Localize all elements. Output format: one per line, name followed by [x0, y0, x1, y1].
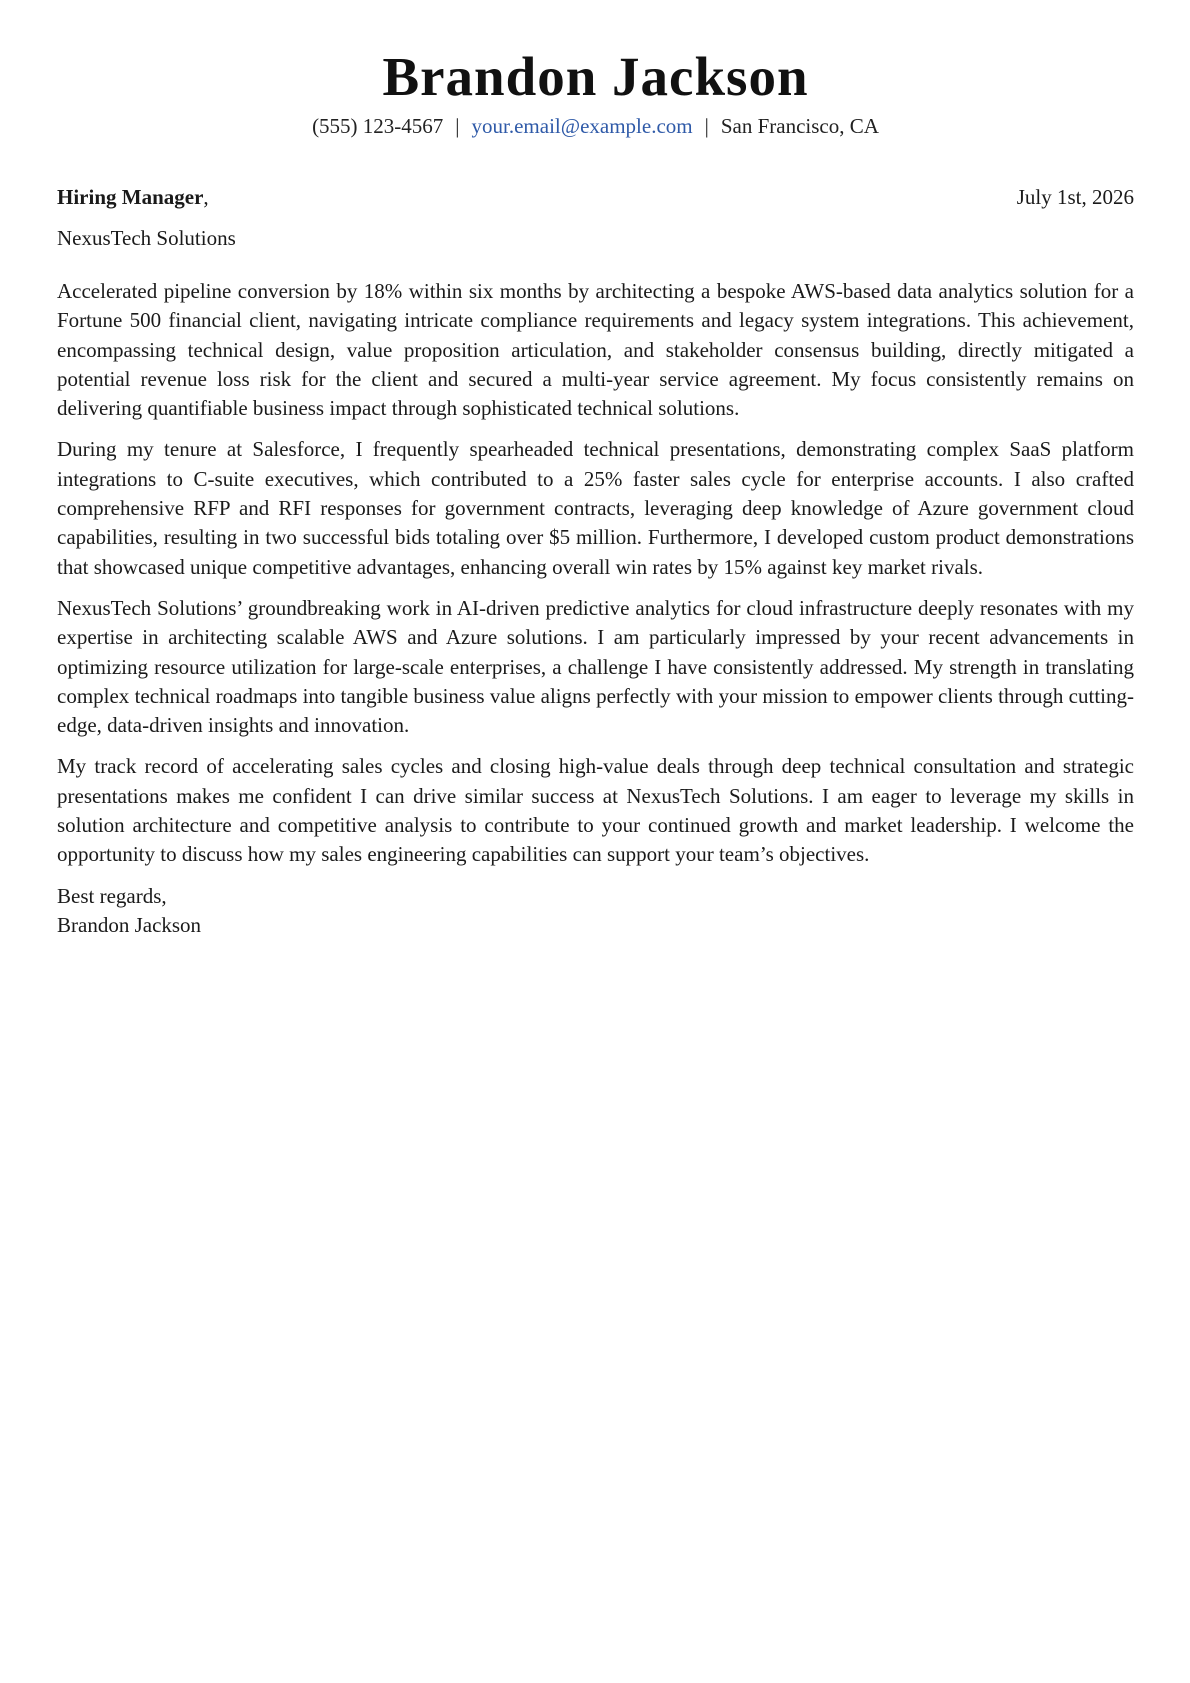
contact-line	[57, 113, 1134, 139]
applicant-name: Brandon Jackson	[382, 46, 809, 107]
letter-closing	[57, 882, 1134, 940]
contact-separator: |	[704, 114, 709, 138]
recipient-company: NexusTech Solutions	[57, 226, 236, 250]
email-link[interactable]: your.email@example.com	[471, 114, 693, 138]
body-paragraph: My track record of accelerating sales cycles and closing high-value deals through deep technical consultation and strategic presentations makes me confident I can drive similar success at NexusTech Solutions. I am eager to leverage my skills in solution architecture and competitive analysis to contribute to your continued growth and market leadership. I welcome the opportunity to discuss how my sales engineering capabilities can support your team’s objectives.	[57, 754, 1134, 867]
contact-separator: |	[455, 114, 460, 138]
phone-number: (555) 123-4567	[312, 114, 444, 138]
closing-salutation: Best regards,	[57, 883, 167, 908]
location: San Francisco, CA	[720, 114, 879, 138]
body-paragraph: NexusTech Solutions’ groundbreaking work in AI-driven predictive analytics for cloud infrastructure deeply resonates with my expertise in architecting scalable AWS and Azure solutions. I am particularly impressed by your recent advancements in optimizing resource utilization for large-scale enterprises, a challenge I have consistently addressed. My strength in translating complex technical roadmaps into tangible business value aligns perfectly with your mission to empower clients through cutting-edge, data-driven insights and innovation.	[57, 595, 1134, 738]
signature-name: Brandon Jackson	[57, 912, 202, 937]
recipient-greeting	[57, 184, 209, 210]
body-paragraph: Accelerated pipeline conversion by 18% within six months by architecting a bespoke AWS-based data analytics solution for a Fortune 500 financial client, navigating intricate compliance requirements and legacy system integrations. This achievement, encompassing technical design, value proposition articulation, and stakeholder consensus building, directly mitigated a potential revenue loss risk for the client and secured a multi-year service agreement. My focus consistently remains on delivering quantifiable business impact through sophisticated technical solutions.	[57, 279, 1134, 421]
recipient-title-suffix: ,	[203, 185, 209, 209]
recipient-title: Hiring Manager	[57, 185, 204, 209]
letter-date: July 1st, 2026	[1016, 185, 1134, 209]
recipient-row	[57, 184, 1134, 210]
letter-body	[57, 277, 1134, 870]
body-paragraph: During my tenure at Salesforce, I frequently spearheaded technical presentations, demonstrating complex SaaS platform integrations to C-suite executives, which contributed to a 25% faster sales cycle for enterprise accounts. I also crafted comprehensive RFP and RFI responses for government contracts, leveraging deep knowledge of Azure government cloud capabilities, resulting in two successful bids totaling over $5 million. Furthermore, I developed custom product demonstrations that showcased unique competitive advantages, enhancing overall win rates by 15% against key market rivals.	[57, 437, 1134, 579]
